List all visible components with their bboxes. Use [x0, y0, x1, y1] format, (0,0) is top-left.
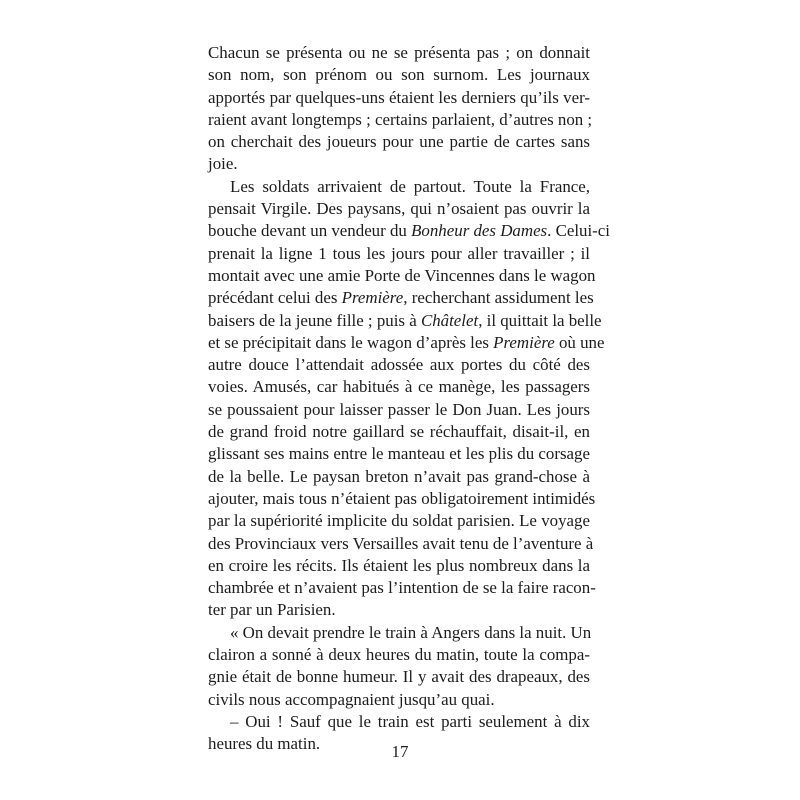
text-segment: glissant ses mains entre le manteau et les plis du corsage	[208, 444, 590, 464]
text-line	[208, 109, 593, 131]
text-line	[208, 220, 610, 242]
text-segment: clairon a sonné à deux heures du matin, toute la compa-	[208, 645, 590, 665]
text-line	[208, 577, 596, 599]
text-segment: , il quittait la belle	[478, 310, 602, 330]
text-segment: chambrée et n’avaient pas l’intention de se la faire racon-	[208, 578, 596, 598]
text-segment: . Celui-ci	[547, 221, 610, 241]
text-line	[208, 555, 590, 577]
text-line	[208, 153, 590, 175]
text-segment: de grand froid notre gaillard se réchauffait, disait-il, en	[208, 422, 590, 442]
text-line	[208, 287, 594, 309]
text-line	[208, 689, 590, 711]
text-line	[208, 443, 590, 465]
text-line	[208, 376, 590, 398]
text-segment: par la supériorité implicite du soldat parisien. Le voyage	[208, 511, 590, 531]
text-line	[208, 533, 594, 555]
text-segment: – Oui ! Sauf que le train est parti seulement à dix	[230, 711, 590, 731]
text-segment: précédant celui des	[208, 288, 342, 308]
paragraph	[208, 622, 590, 711]
text-line	[208, 466, 590, 488]
text-segment: de la belle. Le paysan breton n’avait pas grand-chose à	[208, 466, 590, 486]
text-segment: on cherchait des joueurs pour une partie de cartes sans	[208, 132, 590, 152]
text-segment: raient avant longtemps ; certains parlaient, d’autres non ;	[208, 109, 593, 129]
text-segment: voies. Amusés, car habitués à ce manège, les passagers	[208, 377, 590, 397]
body-text	[208, 42, 610, 756]
text-line	[208, 332, 605, 354]
text-line	[208, 644, 590, 666]
text-segment: son nom, son prénom ou son surnom. Les journaux	[208, 65, 590, 85]
text-line	[208, 399, 590, 421]
text-line	[208, 42, 590, 64]
text-line	[208, 622, 590, 644]
text-segment: montait avec une amie Porte de Vincennes dans le wagon	[208, 265, 596, 285]
text-segment: pensait Virgile. Des paysans, qui n’osaient pas ouvrir la	[208, 199, 590, 219]
text-segment: baisers de la jeune fille ; puis à	[208, 310, 421, 330]
text-line	[208, 310, 602, 332]
text-segment: où une	[554, 332, 605, 352]
text-line	[208, 243, 590, 265]
text-line	[208, 131, 590, 153]
text-line	[208, 64, 590, 86]
text-segment: ter par un Parisien.	[208, 600, 336, 620]
page-number: 17	[391, 742, 409, 761]
text-segment: joie.	[208, 154, 238, 174]
italic-title: Bonheur des Dames	[411, 221, 548, 241]
text-line	[208, 510, 590, 532]
text-segment: heures du matin.	[208, 734, 321, 754]
text-segment: , recherchant assidument les	[403, 288, 594, 308]
paragraph	[208, 42, 593, 176]
italic-title: Châtelet	[420, 310, 479, 330]
text-segment: apportés par quelques-uns étaient les derniers qu’ils ver-	[208, 87, 590, 107]
text-segment: ajouter, mais tous n’étaient pas obligatoirement intimidés	[208, 488, 596, 508]
text-segment: autre douce l’attendait adossée aux portes du côté des	[208, 355, 590, 375]
text-segment: « On devait prendre le train à Angers dans la nuit. Un	[230, 622, 592, 642]
text-line	[208, 421, 590, 443]
text-segment: en croire les récits. Ils étaient les plus nombreux dans la	[208, 555, 590, 575]
text-line	[208, 488, 596, 510]
text-line	[208, 711, 590, 733]
text-segment: bouche devant un vendeur du	[208, 221, 412, 241]
text-segment: Chacun se présenta ou ne se présenta pas ; on donnait	[208, 43, 590, 62]
italic-title: Première	[493, 332, 555, 352]
text-segment: gnie était de bonne humeur. Il y avait des drapeaux, des	[208, 667, 590, 687]
text-segment: prenait la ligne 1 tous les jours pour aller travailler ; il	[208, 243, 590, 263]
text-segment: des Provinciaux vers Versailles avait tenu de l’aventure à	[208, 533, 594, 553]
text-line	[208, 87, 590, 109]
italic-title: Première	[341, 288, 404, 308]
text-line	[208, 265, 596, 287]
text-line	[208, 176, 590, 198]
text-line	[208, 666, 590, 688]
text-line	[208, 354, 590, 376]
text-segment: se poussaient pour laisser passer le Don Juan. Les jours	[208, 399, 590, 419]
text-segment: et se précipitait dans le wagon d’après les	[208, 332, 494, 352]
text-segment: Les soldats arrivaient de partout. Toute la France,	[230, 176, 590, 196]
paragraph	[208, 176, 610, 622]
text-line	[208, 599, 590, 621]
text-line	[208, 198, 590, 220]
text-segment: civils nous accompagnaient jusqu’au quai.	[208, 689, 495, 709]
